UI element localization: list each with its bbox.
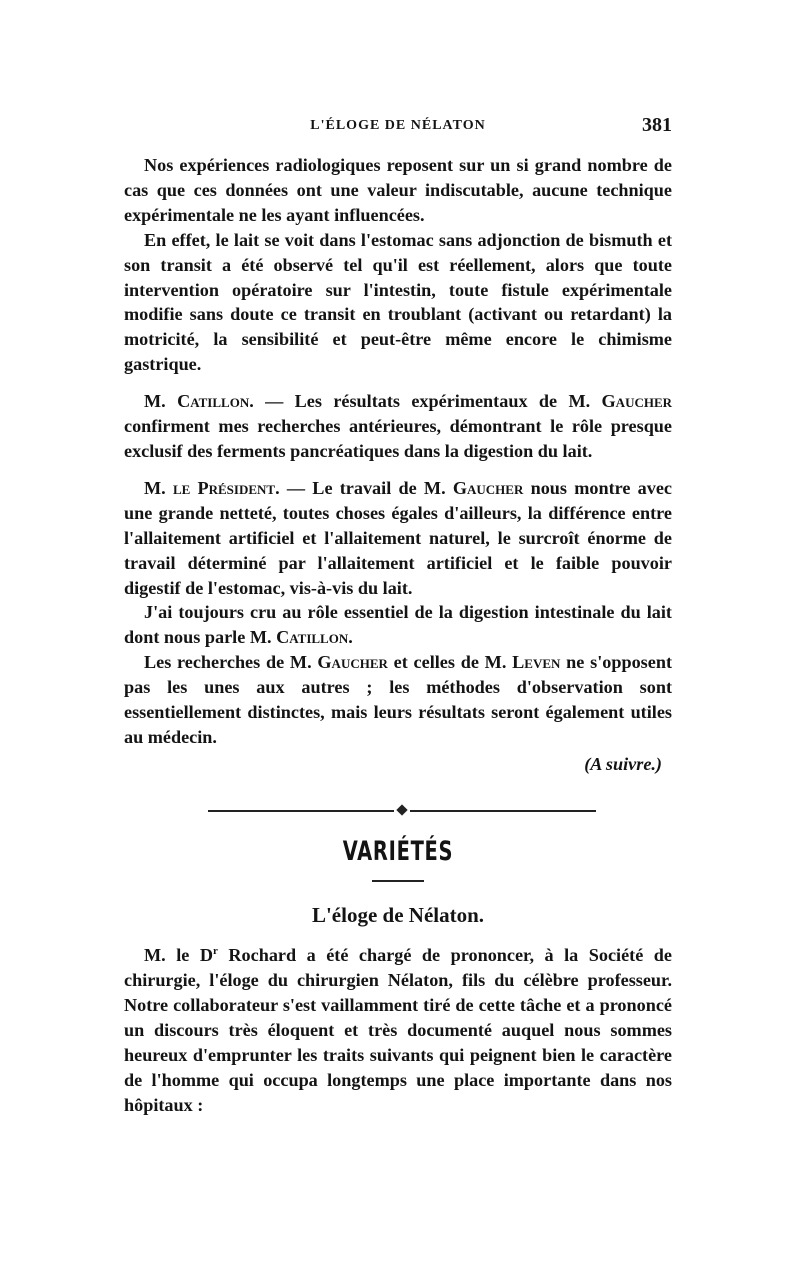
superscript-r: r [213,945,218,957]
body-text-bottom [124,939,672,1117]
paragraph-3: M. Catillon. — Les résultats expérimentaux de M. Gaucher confirment mes recherches antérieures, démontrant le rôle presque exclusif des ferments pancréatiques dans la digestion du lait. [124,391,673,461]
body-text-top [124,153,672,777]
a-suivre: (A suivre.) [584,753,662,774]
section-title: VARIÉTÉS [342,836,454,867]
paragraph-7: M. le $D^r$ Rochard a été chargé de prononcer, à la Société de chirurgie, l'éloge du chirurgien Nélaton, fils du célèbre professeur. Notre collaborateur s'est vaillamment tiré de cette tâche et a prononcé un discours très éloquent et très documenté auquel nous sommes heureux d'emprunter les traits suivants qui peignent bien le caractère de l'homme qui occupa longtemps une place importante dans nos hôpitaux : [124,945,672,1115]
speaker-catillon: M. Catillon. [144,391,254,412]
ornament-line-left [208,810,394,812]
name-leven: Leven [512,652,561,673]
paragraph-2: En effet, le lait se voit dans l'estomac sans adjonction de bismuth et son transit a été observé tel qu'il est réellement, alors que toute intervention opératoire sur l'intestin, toute fistule expérimentale modifie sans doute ce transit en troublant (activant ou retardant) la motricité, la sensibilité et peut-être même encore le chimisme gastrique. [124,229,672,375]
name-gaucher: Gaucher [601,391,673,412]
running-head [124,114,672,140]
ornament-divider [208,806,596,816]
ornament-line-right [410,810,596,812]
speaker-president: M. le Président. [144,477,280,498]
paragraph-6: Les recherches de M. Gaucher et celles de M. Leven ne s'opposent pas les unes aux autres ; les méthodes d'observation sont essentiellement distinctes, mais leurs résultats seront également utiles au médecin. [124,652,672,747]
running-title: L'ÉLOGE DE NÉLATON [310,118,486,133]
name-gaucher: Gaucher [452,477,524,498]
paragraph-1: Nos expériences radiologiques reposent sur un si grand nombre de cas que ces données ont une valeur indiscutable, aucune technique expérimentale ne les ayant influencées. [124,155,672,225]
diamond-icon [396,804,407,815]
page-number: 381 [642,114,672,136]
name-catillon: Catillon [276,627,349,648]
section-rule [372,880,424,882]
article-title: L'éloge de Nélaton. [311,903,485,927]
paragraph-5: J'ai toujours cru au rôle essentiel de la digestion intestinale du lait dont nous parle M. Catillon. [124,602,672,648]
name-gaucher: Gaucher [317,652,388,673]
paragraph-4: M. le Président. — Le travail de M. Gaucher nous montre avec une grande netteté, toutes choses égales d'ailleurs, la différence entre l'allaitement artificiel et l'allaitement naturel, le surcroît énorme de travail déterminé par l'allaitement artificiel et le faible pouvoir digestif de l'estomac, vis-à-vis du lait. [124,477,673,598]
